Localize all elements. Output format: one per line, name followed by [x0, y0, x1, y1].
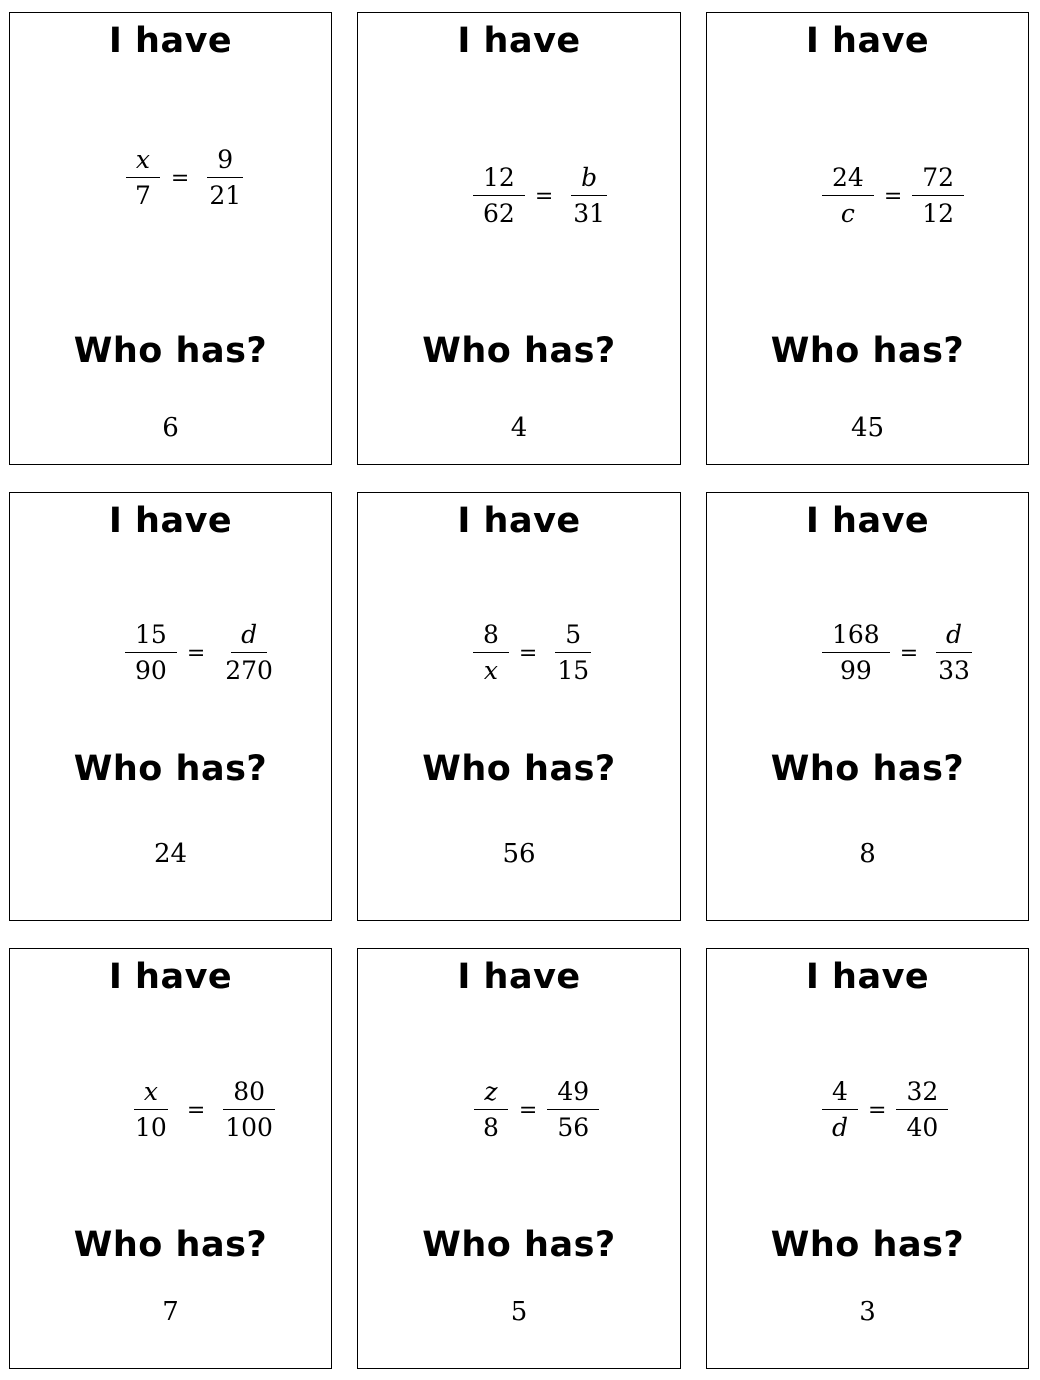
who-has-heading: Who has?	[422, 331, 616, 371]
fraction-left	[820, 618, 892, 689]
equals-sign: =	[170, 166, 190, 191]
numerator: 49	[547, 1075, 599, 1110]
equals-sign: =	[534, 184, 554, 209]
fraction-left	[123, 618, 179, 689]
numerator: d	[936, 618, 972, 653]
who-has-heading: Who has?	[422, 1225, 616, 1265]
fraction-left	[123, 1075, 179, 1146]
answer-value: 5	[510, 1297, 528, 1327]
proportion-equation	[123, 618, 285, 689]
denominator: 8	[483, 1113, 499, 1142]
fraction-left	[123, 143, 163, 214]
i-have-heading: I have	[457, 501, 581, 541]
fraction-right	[910, 161, 966, 232]
answer-value: 24	[153, 839, 188, 869]
who-has-heading: Who has?	[422, 749, 616, 789]
who-has-heading: Who has?	[770, 331, 965, 371]
fraction-right	[926, 618, 982, 689]
card	[9, 12, 332, 465]
answer-value: 45	[850, 413, 885, 443]
denominator: x	[483, 656, 498, 685]
fraction-left	[820, 1075, 860, 1146]
fraction-right	[213, 1075, 285, 1146]
proportion-equation	[820, 1075, 950, 1146]
denominator: c	[840, 199, 855, 228]
i-have-heading: I have	[805, 957, 930, 997]
card	[706, 948, 1029, 1369]
numerator: z	[474, 1075, 507, 1110]
equals-sign: =	[186, 641, 206, 666]
denominator: 10	[135, 1113, 167, 1142]
who-has-heading: Who has?	[73, 749, 268, 789]
who-has-heading: Who has?	[770, 1225, 965, 1265]
answer-value: 3	[859, 1297, 876, 1327]
answer-value: 8	[859, 839, 876, 869]
numerator: 32	[896, 1075, 948, 1110]
numerator: 15	[125, 618, 177, 653]
fraction-left	[471, 618, 511, 689]
denominator: 99	[839, 656, 872, 685]
numerator: 72	[912, 161, 964, 196]
proportion-equation	[471, 161, 617, 232]
fraction-right	[197, 143, 253, 214]
equals-sign: =	[518, 641, 538, 666]
numerator: 12	[473, 161, 525, 196]
numerator: 168	[822, 618, 890, 653]
answer-value: 6	[162, 413, 179, 443]
i-have-heading: I have	[805, 501, 930, 541]
i-have-heading: I have	[457, 21, 581, 61]
equals-sign: =	[868, 1098, 887, 1123]
card	[357, 492, 681, 921]
denominator: 90	[135, 656, 167, 685]
denominator: 270	[225, 656, 273, 685]
proportion-equation	[471, 618, 601, 689]
denominator: 33	[938, 656, 970, 685]
fraction-right	[561, 161, 617, 232]
answer-value: 4	[510, 413, 528, 443]
fraction-left	[471, 1075, 511, 1146]
denominator: 21	[209, 181, 242, 210]
numerator: d	[231, 618, 267, 653]
numerator: 4	[822, 1075, 858, 1110]
proportion-equation	[820, 618, 982, 689]
proportion-equation	[123, 1075, 285, 1146]
equals-sign: =	[883, 184, 903, 209]
proportion-equation	[820, 161, 966, 232]
fraction-left	[471, 161, 527, 232]
fraction-right	[545, 618, 601, 689]
numerator: x	[126, 143, 160, 178]
answer-value: 7	[162, 1297, 179, 1327]
numerator: 24	[822, 161, 874, 196]
denominator: 56	[557, 1113, 590, 1142]
card	[357, 12, 681, 465]
i-have-heading: I have	[108, 957, 233, 997]
card	[706, 12, 1029, 465]
card	[9, 492, 332, 921]
fraction-right	[213, 618, 285, 689]
answer-value: 56	[502, 839, 536, 869]
denominator: 62	[483, 199, 515, 228]
denominator: 12	[922, 199, 955, 228]
denominator: 40	[906, 1113, 939, 1142]
i-have-heading: I have	[457, 957, 581, 997]
numerator: b	[571, 161, 607, 196]
i-have-heading: I have	[108, 21, 233, 61]
equals-sign: =	[899, 641, 919, 666]
numerator: x	[134, 1075, 168, 1110]
denominator: 31	[573, 199, 606, 228]
numerator: 80	[223, 1075, 275, 1110]
denominator: 15	[557, 656, 590, 685]
who-has-heading: Who has?	[73, 331, 268, 371]
denominator: d	[832, 1113, 849, 1142]
denominator: 7	[135, 181, 151, 210]
who-has-heading: Who has?	[73, 1225, 268, 1265]
proportion-equation	[471, 1075, 601, 1146]
numerator: 8	[473, 618, 509, 653]
numerator: 9	[207, 143, 243, 178]
fraction-right	[894, 1075, 950, 1146]
proportion-equation	[123, 143, 253, 214]
fraction-left	[820, 161, 876, 232]
fraction-right	[545, 1075, 601, 1146]
who-has-heading: Who has?	[770, 749, 965, 789]
equals-sign: =	[518, 1098, 538, 1123]
equals-sign: =	[186, 1098, 206, 1123]
i-have-heading: I have	[108, 501, 233, 541]
numerator: 5	[555, 618, 591, 653]
denominator: 100	[225, 1113, 273, 1142]
card	[9, 948, 332, 1369]
i-have-heading: I have	[805, 21, 930, 61]
card	[706, 492, 1029, 921]
card	[357, 948, 681, 1369]
